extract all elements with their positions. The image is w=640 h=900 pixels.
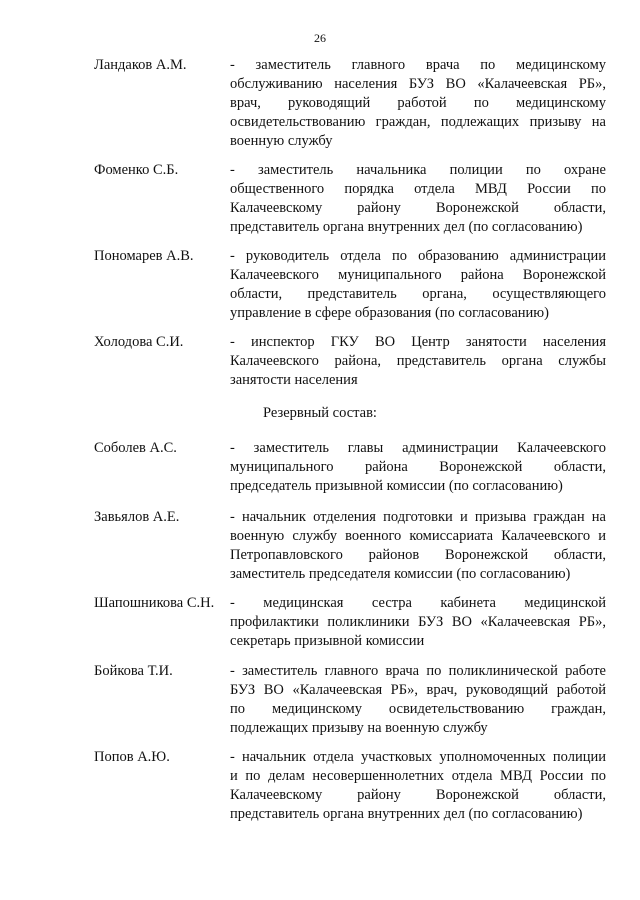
description-line: - заместитель начальника полиции по охране bbox=[230, 162, 606, 178]
member-description bbox=[230, 662, 606, 738]
member-description bbox=[230, 161, 606, 237]
member-name: Бойкова Т.И. bbox=[94, 663, 173, 679]
description-line: Калачеевскому району Воронежской области, bbox=[230, 787, 606, 803]
description-line: освидетельствованию граждан, подлежащих призыву на bbox=[230, 114, 606, 130]
description-line: и по делам несовершеннолетних отдела МВД России по bbox=[230, 768, 606, 784]
description-line: Петропавловского районов Воронежской области, bbox=[230, 547, 606, 563]
description-line: - инспектор ГКУ ВО Центр занятости населения bbox=[230, 334, 606, 350]
description-line: Калачеевского муниципального района Воронежской bbox=[230, 267, 606, 283]
description-line: представитель органа внутренних дел (по согласованию) bbox=[230, 219, 583, 235]
member-description bbox=[230, 748, 606, 824]
description-line: военную службу bbox=[230, 133, 333, 149]
description-line: - руководитель отдела по образованию администрации bbox=[230, 248, 606, 264]
description-line: председатель призывной комиссии (по согласованию) bbox=[230, 478, 563, 494]
member-name: Попов А.Ю. bbox=[94, 749, 170, 765]
member-name: Фоменко С.Б. bbox=[94, 162, 179, 178]
description-line: занятости населения bbox=[230, 372, 358, 388]
member-description bbox=[230, 508, 606, 584]
description-line: Калачеевского района, представитель органа службы bbox=[230, 353, 606, 369]
description-line: врач, руководящий работой по медицинскому bbox=[230, 95, 606, 111]
description-line: общественного порядка отдела МВД России по bbox=[230, 181, 606, 197]
description-line: управление в сфере образования (по согласованию) bbox=[230, 305, 549, 321]
member-description bbox=[230, 594, 606, 651]
description-line: - заместитель главы администрации Калачеевского bbox=[230, 440, 606, 456]
member-name: Пономарев А.В. bbox=[94, 248, 194, 264]
description-line: - начальник отдела участковых уполномоченных полиции bbox=[230, 749, 606, 765]
description-line: муниципального района Воронежской области, bbox=[230, 459, 606, 475]
description-line: - заместитель главного врача по медицинскому bbox=[230, 57, 606, 73]
description-line: - медицинская сестра кабинета медицинской bbox=[230, 595, 606, 611]
description-line: области, представитель органа, осуществляющего bbox=[230, 286, 606, 302]
page-number: 26 bbox=[314, 31, 326, 45]
member-name: Шапошникова С.Н. bbox=[94, 595, 215, 611]
description-line: профилактики поликлиники БУЗ ВО «Калачеевская РБ», bbox=[230, 614, 606, 630]
description-line: - заместитель главного врача по поликлинической работе bbox=[230, 663, 606, 679]
member-name: Холодова С.И. bbox=[94, 334, 184, 350]
description-line: секретарь призывной комиссии bbox=[230, 633, 425, 649]
member-name: Соболев А.С. bbox=[94, 440, 177, 456]
member-name: Ландаков А.М. bbox=[94, 57, 187, 73]
description-line: обслуживанию населения БУЗ ВО «Калачеевская РБ», bbox=[230, 76, 606, 92]
member-description bbox=[230, 247, 606, 323]
description-line: - начальник отделения подготовки и призыва граждан на bbox=[230, 509, 606, 525]
description-line: БУЗ ВО «Калачеевская РБ», врач, руководящий работой bbox=[230, 682, 606, 698]
description-line: военную службу военного комиссариата Калачеевского и bbox=[230, 528, 606, 544]
description-line: представитель органа внутренних дел (по согласованию) bbox=[230, 806, 583, 822]
description-line: по медицинскому освидетельствованию граждан, bbox=[230, 701, 606, 717]
member-description bbox=[230, 439, 606, 496]
description-line: Калачеевскому району Воронежской области, bbox=[230, 200, 606, 216]
member-description bbox=[230, 333, 606, 390]
member-name: Завьялов А.Е. bbox=[94, 509, 180, 525]
member-description bbox=[230, 56, 606, 151]
description-line: подлежащих призыву на военную службу bbox=[230, 720, 488, 736]
reserve-heading: Резервный состав: bbox=[263, 405, 377, 421]
description-line: заместитель председателя комиссии (по согласованию) bbox=[230, 566, 571, 582]
